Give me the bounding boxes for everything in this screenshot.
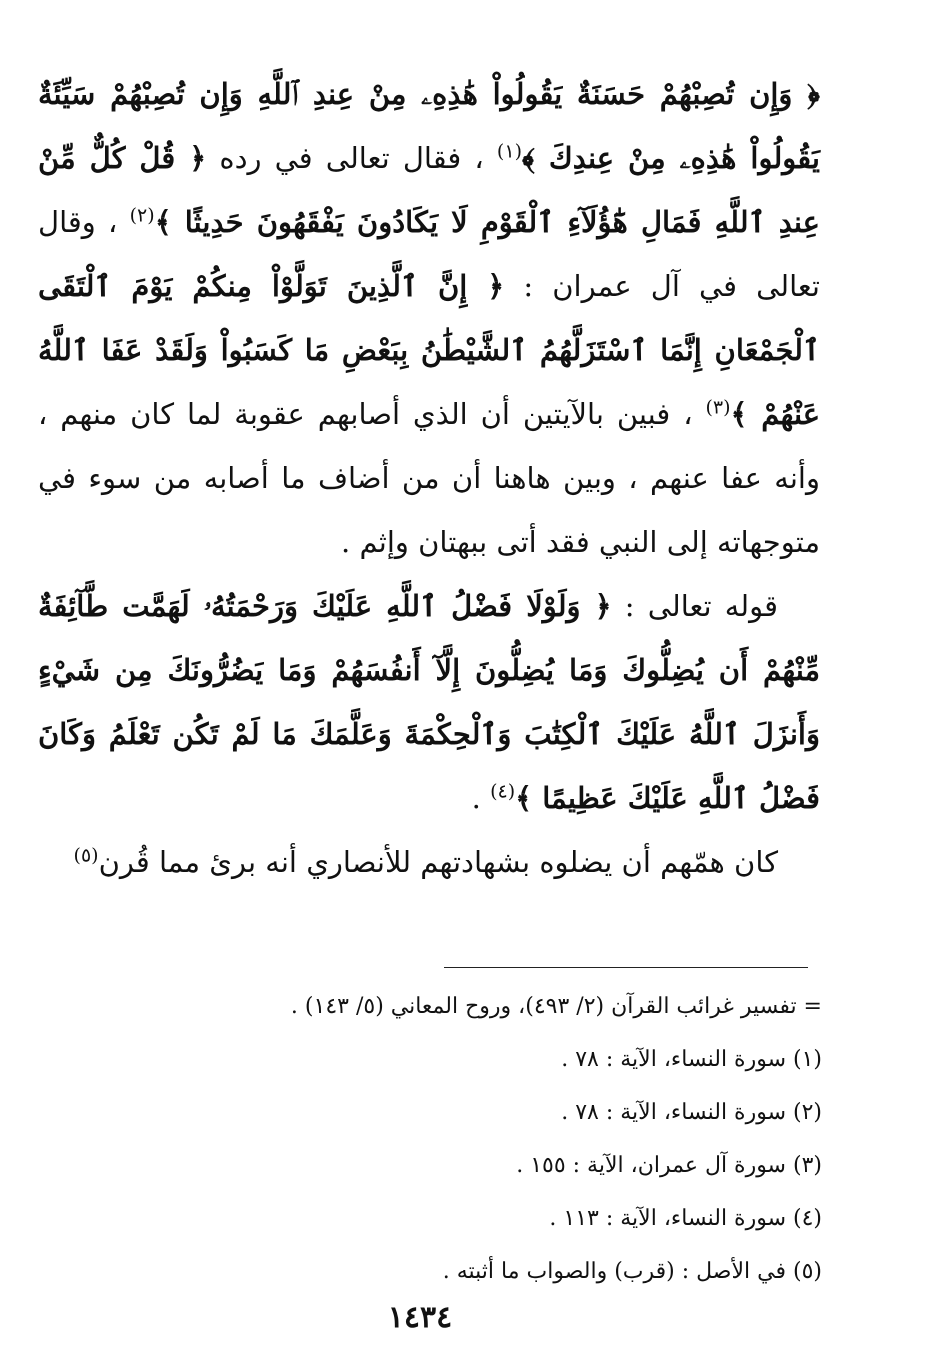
text-span: ، فبين بالآيتين أن الذي أصابهم عقوبة لما كان منهم ، وأنه عفا عنهم ، وبين هاهنا أن من أضاف ما أصابه من سوء في متوجهاته إلى النبي فقد أتى ببهتان وإثم . [38, 397, 820, 559]
paragraph-2 [38, 574, 820, 830]
text-span: ، فقال تعالى في رده [206, 141, 497, 175]
quran-verse: ﴿ وَإِن تُصِبْهُمْ حَسَنَةٌ يَقُولُواْ هَٰذِهِۦ مِنْ عِندِ ٱللَّهِ وَإِن تُصِبْهُمْ سَيِّئَةٌ يَقُولُواْ هَٰذِهِۦ مِنْ عِندِكَ ﴾ [38, 77, 820, 175]
text-span: كان همّهم أن يضلوه بشهادتهم للأنصاري أنه برئ مما قُرن [98, 845, 778, 879]
footnote-divider [444, 967, 808, 968]
footnote-ref-5: (٥) [73, 844, 99, 867]
paragraph-1 [38, 62, 820, 574]
quran-verse: ﴿ إِنَّ ٱلَّذِينَ تَوَلَّوْاْ مِنكُمْ يَوْمَ ٱلْتَقَى ٱلْجَمْعَانِ إِنَّمَا ٱسْتَزَلَّهُمُ ٱلشَّيْطَٰنُ بِبَعْضِ مَا كَسَبُواْ وَلَقَدْ عَفَا ٱللَّهُ عَنْهُمْ ﴾ [38, 269, 821, 431]
footnote-continuation: = تفسير غرائب القرآن (٢/ ٤٩٣)، وروح المعاني (٥/ ١٤٣) . [290, 994, 822, 1019]
footnote-ref-3: (٣) [705, 396, 731, 419]
page-number: ١٤٣٤ [387, 1300, 453, 1335]
text-span: ، وقال تعالى في آل عمران : [38, 205, 820, 303]
footnote-5: (٥) في الأصل : (قرب) والصواب ما أثبته . [442, 1259, 822, 1284]
footnote-4: (٤) سورة النساء، الآية : ١١٣ . [549, 1206, 822, 1231]
text-span: . [471, 781, 491, 815]
main-text [38, 62, 820, 894]
footnote-ref-2: (٢) [129, 204, 155, 227]
footnote-2: (٢) سورة النساء، الآية : ٧٨ . [561, 1100, 822, 1125]
footnote-ref-1: (١) [496, 140, 522, 163]
footnotes [150, 980, 822, 1298]
quran-verse: ﴿ قُلْ كُلٌّ مِّنْ عِندِ ٱللَّهِ فَمَالِ هَٰٓؤُلَآءِ ٱلْقَوْمِ لَا يَكَادُونَ يَفْقَهُونَ حَدِيثًا ﴾ [38, 141, 820, 239]
paragraph-3 [38, 830, 820, 894]
footnote-1: (١) سورة النساء، الآية : ٧٨ . [561, 1047, 822, 1072]
quran-verse: ﴿ وَلَوْلَا فَضْلُ ٱللَّهِ عَلَيْكَ وَرَحْمَتُهُۥ لَهَمَّت طَّآئِفَةٌ مِّنْهُمْ أَن يُضِلُّوكَ وَمَا يُضِلُّونَ إِلَّآ أَنفُسَهُمْ وَمَا يَضُرُّونَكَ مِن شَيْءٍ وَأَنزَلَ ٱللَّهُ عَلَيْكَ ٱلْكِتَٰبَ وَٱلْحِكْمَةَ وَعَلَّمَكَ مَا لَمْ تَكُن تَعْلَمُ وَكَانَ فَضْلُ ٱللَّهِ عَلَيْكَ عَظِيمًا ﴾ [38, 589, 820, 815]
footnote-3: (٣) سورة آل عمران، الآية : ١٥٥ . [516, 1153, 822, 1178]
footnote-ref-4: (٤) [490, 780, 516, 803]
text-span: قوله تعالى : [611, 589, 778, 623]
